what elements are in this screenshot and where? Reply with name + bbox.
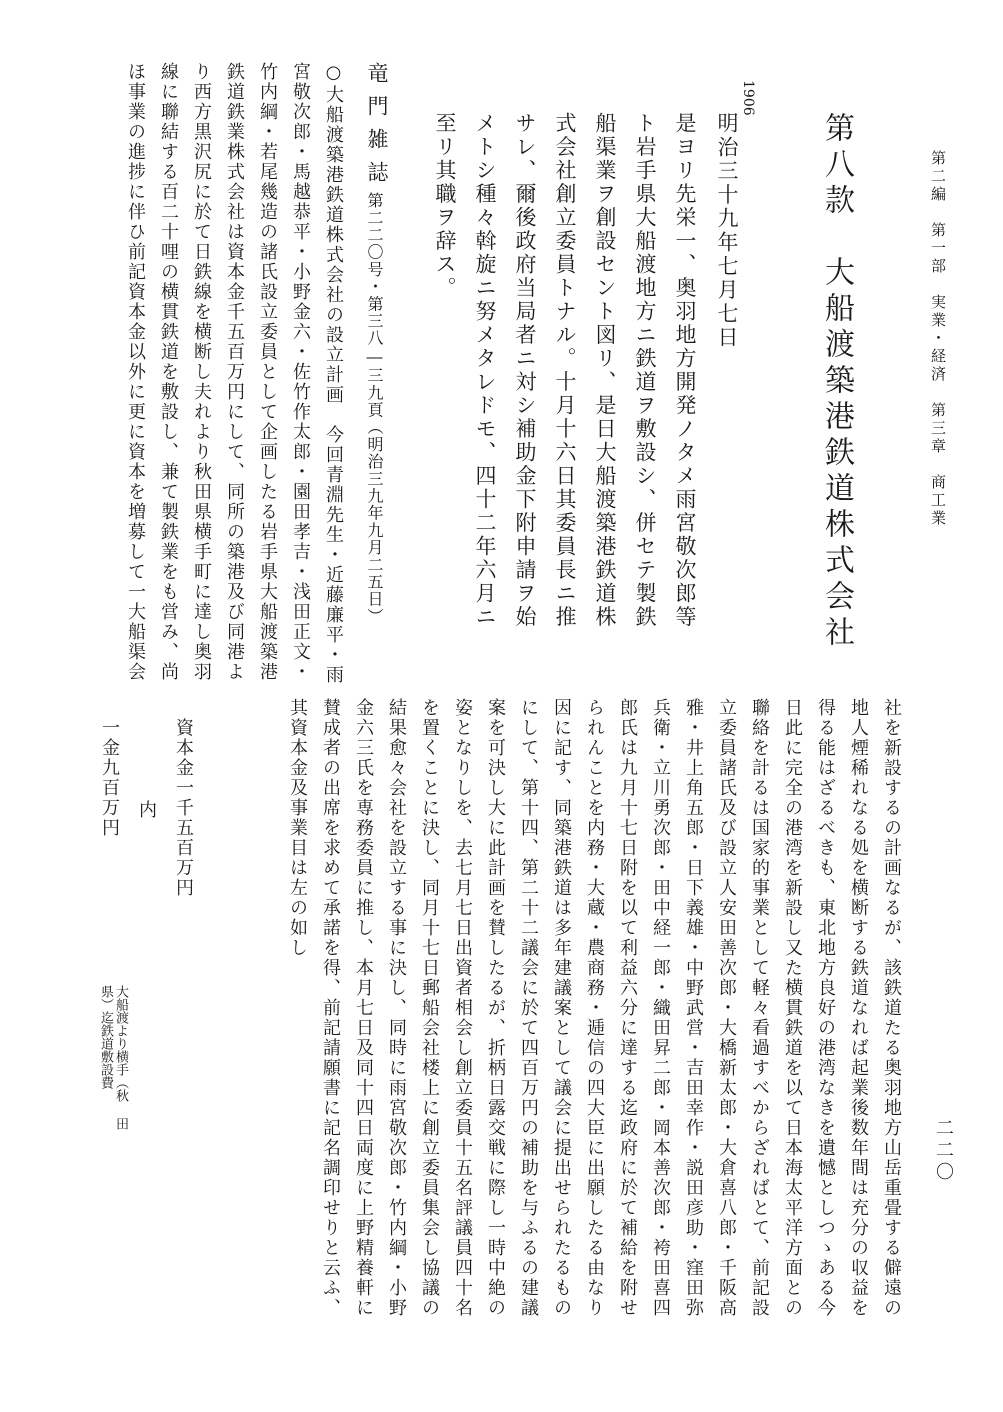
article-line: ほ事業の進捗に伴ひ前記資本金以外に更に資本を増募して一大船渠会 [125, 62, 146, 682]
article-line: 兵衛・立川勇次郎・田中経一郎・織田昇二郎・岡本善次郎・袴田喜四 [650, 698, 671, 1318]
article-line: を置くことに決し、同月十七日郵船会社楼上に創立委員集会し協議の [419, 698, 440, 1318]
section-title: 第八款 大船渡築港鉄道株式会社 [819, 112, 854, 652]
article-line: 案を可決し大に此計画を賛したるが、折柄日露交戦に際し一時中絶の [485, 698, 506, 1318]
chronicle-date: 明治三十九年七月七日 [715, 112, 739, 350]
article-line: 得る能はざるべきも、東北地方良好の港湾なきを遺憾としつゝある今 [815, 698, 836, 1318]
chronicle-line: ト岩手県大船渡地方ニ鉄道ヲ敷設シ、併セテ製鉄 [633, 112, 657, 629]
article-line: 立委員諸氏及び設立人安田善次郎・大橋新太郎・大倉喜八郎・千阪高 [716, 698, 737, 1318]
article-line: 因に記す、同築港鉄道は多年建議案として議会に提出せられたるもの [551, 698, 572, 1318]
chronicle-line: 是ヨリ先栄一、奥羽地方開発ノタメ雨宮敬次郎等 [673, 112, 697, 629]
article-line: 聯絡を計るは国家的事業として軽々看過すべからざればとて、前記設 [749, 698, 770, 1318]
article-line: 結果愈々会社を設立する事に決し、同時に雨宮敬次郎・竹内綱・小野 [386, 698, 407, 1318]
chronicle-line: 式会社創立委員トナル。十月十六日其委員長ニ推 [553, 112, 577, 629]
article-line: 賛成者の出席を求めて承諾を得、前記請願書に記名調印せりと云ふ、 [320, 698, 341, 1318]
capital-item-note-line2: 田県）迄鉄道敷設費 [98, 985, 128, 1130]
article-line: 雅・井上角五郎・日下義雄・中野武営・吉田幸作・説田彦助・窪田弥 [683, 698, 704, 1318]
capital-item-note [98, 985, 128, 1145]
article-line: られんことを内務・大蔵・農商務・逓信の四大臣に出願したる由なり [584, 698, 605, 1318]
capital-item-note-line1: 大船渡より横手（秋 [113, 985, 128, 1102]
article-line: にして、第十四、第二十二議会に於て四百万円の補助を与ふるの建議 [518, 698, 539, 1318]
article-line: 日此に完全の港湾を新設し又た横貫鉄道を以て日本海太平洋方面との [782, 698, 803, 1318]
article-line: 線に聯結する百二十哩の横貫鉄道を敷設し、兼て製鉄業をも営み、尚 [158, 62, 179, 682]
running-head: 第二編 第一部 実業・経済 第三章 商工業 [929, 150, 947, 528]
article-line: 姿となりしを、去七月七日出資者相会し創立委員十五名評議員四十名 [452, 698, 473, 1318]
article-line: 地人煙稀れなる処を横断する鉄道なれば起業後数年間は充分の収益を [848, 698, 869, 1318]
article-line: 鉄道鉄業株式会社は資本金千五百万円にして、同所の築港及び同港よ [224, 62, 245, 682]
article-line: 社を新設するの計画なるが、該鉄道たる奥羽地方山岳重畳する僻遠の [881, 698, 902, 1318]
article-line: 金六三氏を専務委員に推し、本月七日及同十四日両度に上野精養軒に [353, 698, 374, 1318]
article-line: り西方黒沢尻に於て日鉄線を横断し夫れより秋田県横手町に達し奥羽 [191, 62, 212, 682]
year-note-text: 1906 [740, 80, 756, 116]
page-number: 二二〇 [933, 1118, 954, 1184]
capital-total: 資本金一千五百万円 [173, 718, 194, 898]
article-line: 竹内綱・若尾幾造の諸氏設立委員として企画したる岩手県大船渡築港 [257, 62, 278, 682]
capital-breakdown-label: 内 [136, 800, 157, 820]
chronicle-line: メトシ種々斡旋ニ努メタレドモ、四十二年六月ニ [473, 112, 497, 629]
source-citation: 第二二〇号・第三八―三九頁（明治三九年九月二五日） [365, 192, 384, 625]
capital-item-amount: 一金九百万円 [99, 718, 120, 838]
year-note [740, 80, 756, 116]
article-line: 郎氏は九月十七日附を以て利益六分に達する迄政府に於て補給を附せ [617, 698, 638, 1318]
source-title: 竜門雑誌 [365, 62, 389, 194]
chronicle-line: 至リ其職ヲ辞ス。 [433, 112, 457, 300]
chronicle-line: サレ、爾後政府当局者ニ対シ補助金下附申請ヲ始 [513, 112, 537, 629]
article-line: 宮敬次郎・馬越恭平・小野金六・佐竹作太郎・園田孝吉・浅田正文・ [290, 62, 311, 682]
article-line: ○大船渡築港鉄道株式会社の設立計画 今回青淵先生・近藤廉平・雨 [323, 62, 344, 685]
article-line: 其資本金及事業目は左の如し [287, 698, 308, 958]
chronicle-line: 船渠業ヲ創設セント図リ、是日大船渡築港鉄道株 [593, 112, 617, 629]
